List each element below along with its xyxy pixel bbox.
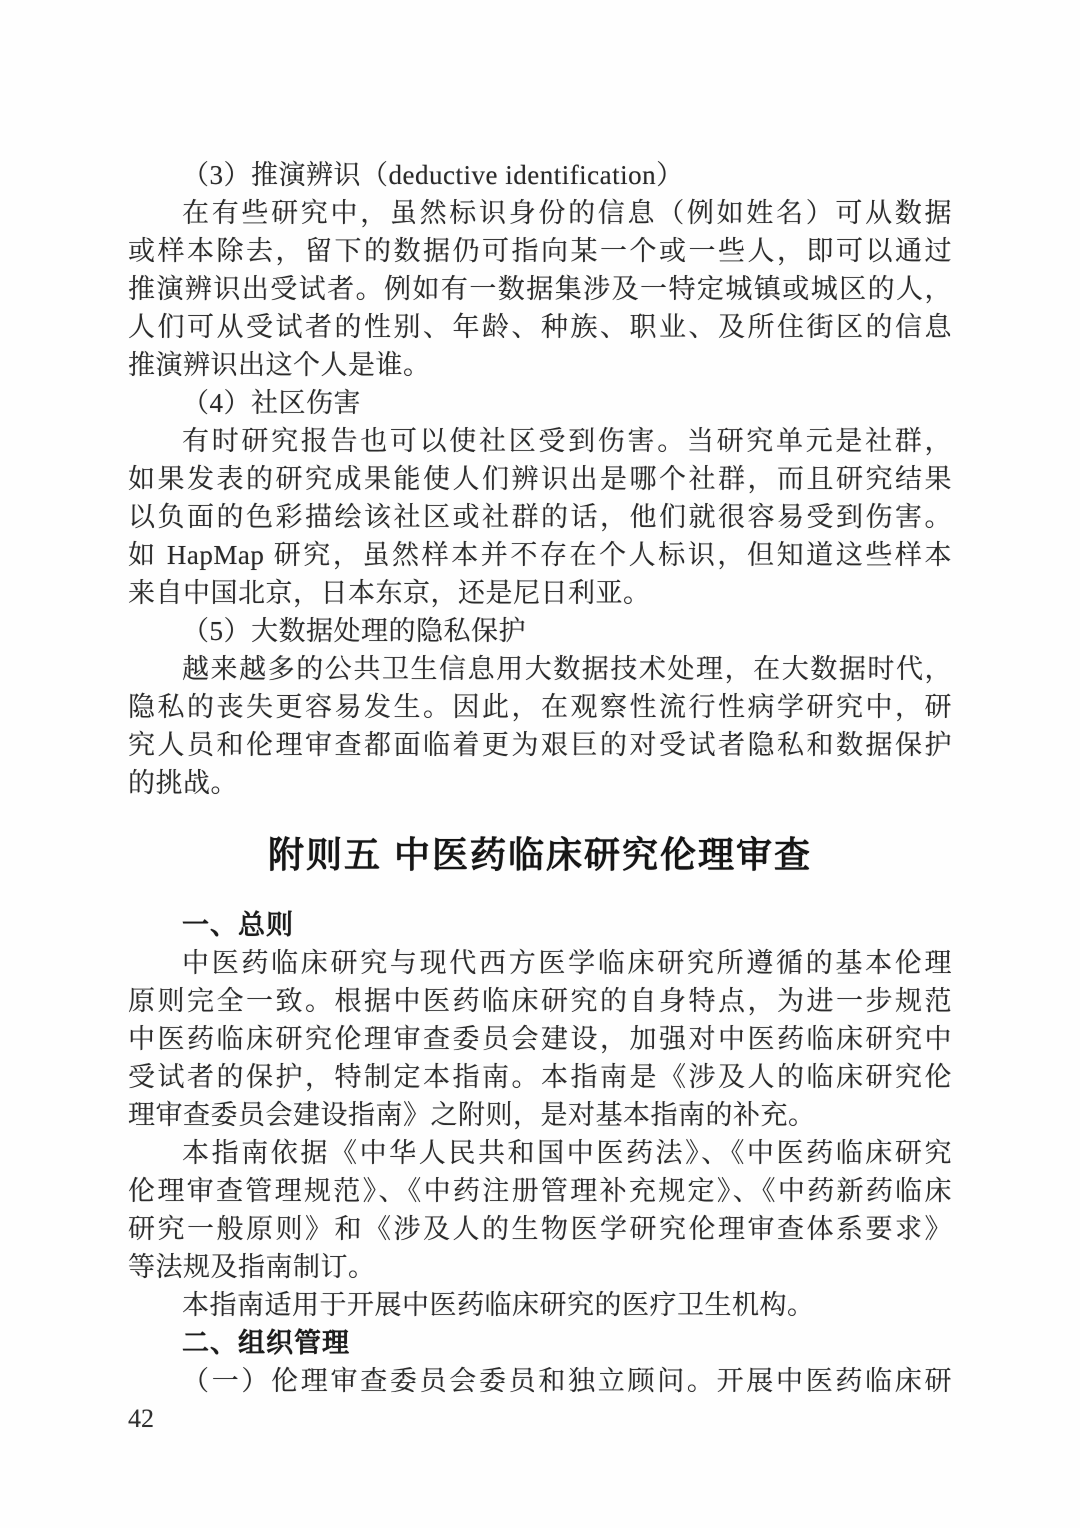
text-line: 中医药临床研究伦理审查委员会建设，加强对中医药临床研究中 bbox=[128, 1024, 952, 1054]
text-line: 中医药临床研究与现代西方医学临床研究所遵循的基本伦理 bbox=[182, 948, 952, 978]
text-line: 推演辨识出这个人是谁。 bbox=[128, 350, 431, 380]
page-number: 42 bbox=[128, 1404, 154, 1433]
text-line: 研究一般原则》和《涉及人的生物医学研究伦理审查体系要求》 bbox=[128, 1214, 952, 1244]
text-line: 在有些研究中，虽然标识身份的信息（例如姓名）可从数据 bbox=[182, 198, 952, 228]
text-line: 究人员和伦理审查都面临着更为艰巨的对受试者隐私和数据保护 bbox=[128, 730, 952, 760]
text-line: 来自中国北京，日本东京，还是尼日利亚。 bbox=[128, 578, 651, 608]
text-line: 如果发表的研究成果能使人们辨识出是哪个社群，而且研究结果 bbox=[128, 464, 952, 494]
text-line: 如 HapMap 研究，虽然样本并不存在个人标识，但知道这些样本 bbox=[128, 540, 952, 570]
text-line: 理审查委员会建设指南》之附则，是对基本指南的补充。 bbox=[128, 1100, 816, 1130]
text-line: 等法规及指南制订。 bbox=[128, 1252, 376, 1282]
text-line: 受试者的保护，特制定本指南。本指南是《涉及人的临床研究伦 bbox=[128, 1062, 952, 1092]
text-line: （一）伦理审查委员会委员和独立顾问。开展中医药临床研 bbox=[182, 1366, 952, 1396]
subsection-3-title: （3）推演辨识（deductive identification） bbox=[182, 160, 684, 190]
text-line: 伦理审查管理规范》、《中药注册管理补充规定》、《中药新药临床 bbox=[128, 1176, 952, 1206]
text-line: 的挑战。 bbox=[128, 768, 238, 798]
text-line: 隐私的丧失更容易发生。因此，在观察性流行性病学研究中，研 bbox=[128, 692, 952, 722]
text-line: 以负面的色彩描绘该社区或社群的话，他们就很容易受到伤害。 bbox=[128, 502, 952, 532]
subsection-4-title: （4）社区伤害 bbox=[182, 388, 361, 418]
text-line: 或样本除去，留下的数据仍可指向某一个或一些人，即可以通过 bbox=[128, 236, 952, 266]
section-1-title: 一、总则 bbox=[182, 910, 294, 940]
text-line: 本指南依据《中华人民共和国中医药法》、《中医药临床研究 bbox=[182, 1138, 952, 1168]
section-2-title: 二、组织管理 bbox=[182, 1328, 350, 1358]
text-line: 原则完全一致。根据中医药临床研究的自身特点，为进一步规范 bbox=[128, 986, 952, 1016]
text-line: 有时研究报告也可以使社区受到伤害。当研究单元是社群， bbox=[182, 426, 952, 456]
chapter-heading: 附则五 中医药临床研究伦理审查 bbox=[267, 834, 812, 875]
text-line: 人们可从受试者的性别、年龄、种族、职业、及所住街区的信息 bbox=[128, 312, 952, 342]
text-line: 越来越多的公共卫生信息用大数据技术处理，在大数据时代， bbox=[182, 654, 952, 684]
text-line: 本指南适用于开展中医药临床研究的医疗卫生机构。 bbox=[182, 1290, 815, 1320]
subsection-5-title: （5）大数据处理的隐私保护 bbox=[182, 616, 526, 646]
text-line: 推演辨识出受试者。例如有一数据集涉及一特定城镇或城区的人， bbox=[128, 274, 952, 304]
